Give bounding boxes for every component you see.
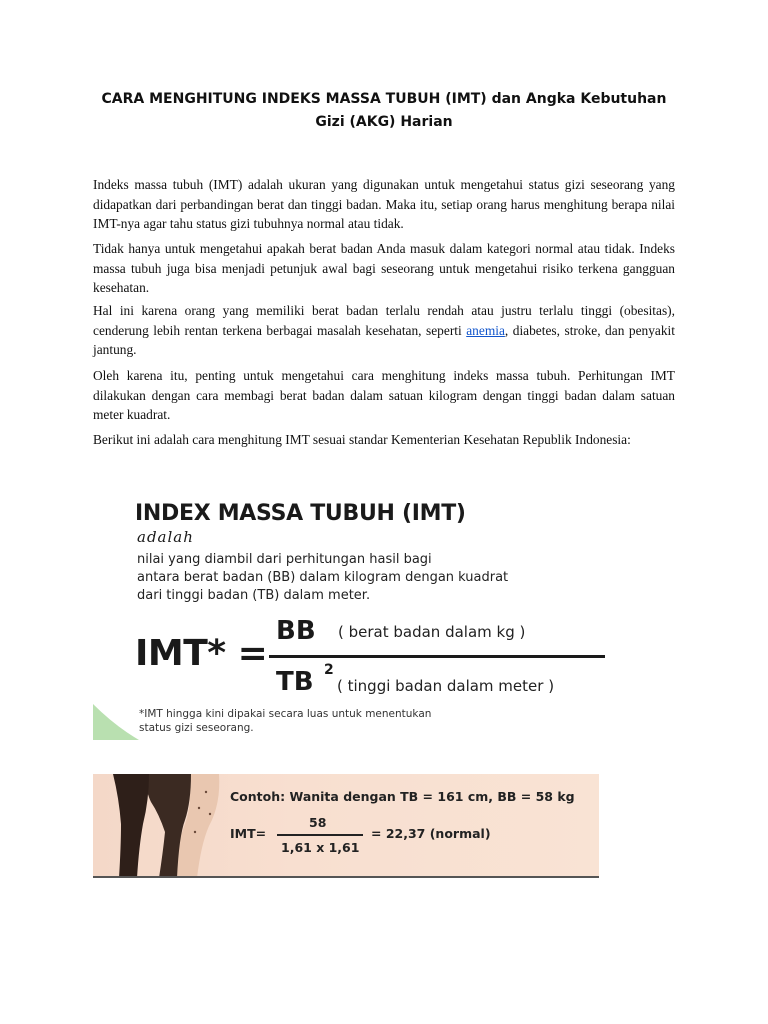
description-line: dari tinggi badan (TB) dalam meter. xyxy=(137,588,371,603)
example-imt-label: IMT= xyxy=(230,826,267,841)
anemia-link[interactable]: anemia xyxy=(466,322,505,338)
paragraph-health-risk: Tidak hanya untuk mengetahui apakah berat badan Anda masuk dalam kategori normal atau tidak. Indeks massa tubuh juga bisa menjadi petunjuk awal bagi seseorang untuk mengetahui risiko terkena gangguan kesehatan. xyxy=(93,241,675,296)
infographic-heading: INDEX MASSA TUBUH (IMT) xyxy=(135,501,466,526)
paragraph-obesity-text-start: Hal ini karena orang yang memiliki berat badan terlalu rendah atau justru terlalu tinggi (obesitas), cenderung lebih rentan terkena berbagai masalah kesehatan, seperti xyxy=(93,303,675,338)
example-result: = 22,37 (normal) xyxy=(371,826,491,841)
formula-numerator-note: ( berat badan dalam kg ) xyxy=(338,623,526,641)
example-numerator: 58 xyxy=(309,815,327,830)
paragraph-standard-intro: Berikut ini adalah cara menghitung IMT sesuai standar Kementerian Kesehatan Republik Indonesia: xyxy=(93,432,631,447)
infographic-script-word: adalah xyxy=(137,528,194,546)
example-title: Contoh: Wanita dengan TB = 161 cm, BB = 58 kg xyxy=(230,789,575,804)
example-fraction-bar xyxy=(277,834,363,836)
paragraph-obesity xyxy=(93,301,675,360)
description-line: antara berat badan (BB) dalam kilogram dengan kuadrat xyxy=(137,570,509,585)
imt-infographic xyxy=(93,495,633,740)
infographic-footnote xyxy=(139,707,431,735)
footnote-line: *IMT hingga kini dipakai secara luas untuk menentukan xyxy=(139,708,432,720)
paragraph-obesity-text-end: , diabetes, stroke, dan penyakit jantung. xyxy=(93,322,675,358)
paragraph-imt-definition: Indeks massa tubuh (IMT) adalah ukuran yang digunakan untuk mengetahui status gizi seseorang yang didapatkan dari perbandingan berat dan tinggi badan. Maka itu, setiap orang harus menghitung berapa nilai IMT-nya agar tahu status gizi tubuhnya normal atau tidak. xyxy=(93,177,675,232)
green-leaf-decoration xyxy=(93,704,139,740)
example-infographic xyxy=(93,774,599,878)
example-denominator: 1,61 x 1,61 xyxy=(281,840,360,855)
formula-lhs: IMT* = xyxy=(135,633,268,674)
formula-numerator: BB xyxy=(276,616,316,646)
formula-exponent: 2 xyxy=(324,662,334,678)
paragraph-calculation-method: Oleh karena itu, penting untuk mengetahui cara menghitung indeks massa tubuh. Perhitungan IMT dilakukan dengan cara membagi berat badan dalam satuan kilogram dengan tinggi badan dalam satuan meter kuadrat. xyxy=(93,368,675,423)
legs-illustration xyxy=(93,774,223,878)
example-bottom-border xyxy=(93,876,599,878)
formula-fraction-bar xyxy=(269,655,605,658)
formula-denominator: TB xyxy=(276,667,314,697)
description-line: nilai yang diambil dari perhitungan hasil bagi xyxy=(137,552,432,567)
formula-denominator-note: ( tinggi badan dalam meter ) xyxy=(337,677,555,695)
document-title: CARA MENGHITUNG INDEKS MASSA TUBUH (IMT) dan Angka Kebutuhan Gizi (AKG) Harian xyxy=(101,91,667,130)
footnote-line: status gizi seseorang. xyxy=(139,722,254,734)
infographic-description xyxy=(137,551,557,605)
